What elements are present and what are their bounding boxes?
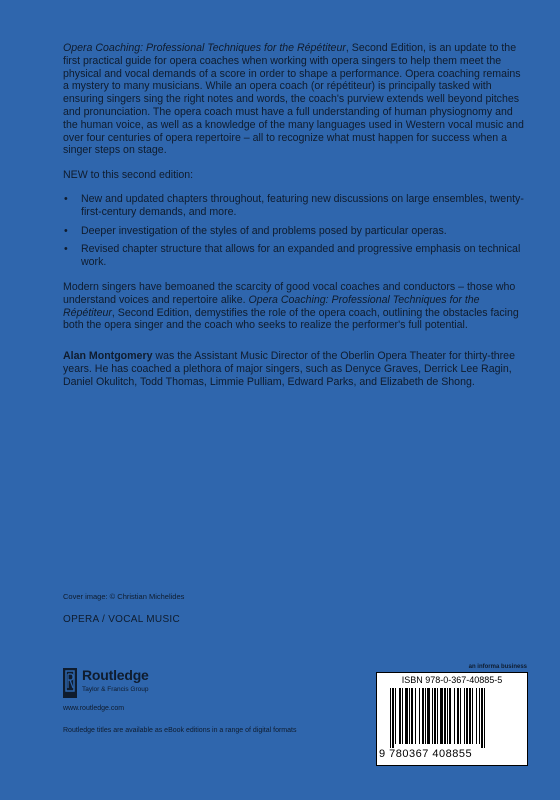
category-label: OPERA / VOCAL MUSIC [63, 614, 181, 625]
barcode-bar [409, 688, 410, 744]
barcode-bar [476, 688, 477, 744]
barcode-bar [469, 688, 471, 744]
feature-item: • Revised chapter structure that allows for an expanded and progressive emphasis on technical work. [63, 243, 527, 269]
closing-text-after: , Second Edition, demystifies the role of the opera coach, outlining the obstacles facing both the opera singer and the coach who seeks to realize the performer's full potential. [63, 306, 519, 332]
new-edition-heading: NEW to this second edition: [63, 169, 194, 182]
back-cover-text [63, 42, 527, 389]
intro-book-title: Opera Coaching: Professional Techniques for the Répétiteur [63, 42, 346, 54]
barcode-bar [399, 688, 401, 744]
barcode-bar [479, 688, 480, 744]
barcode-bar [411, 688, 413, 744]
author-bio-text: was the Assistant Music Director of the Oberlin Opera Theater for thirty-three years. He has coached a plethora of major singers, such as Denyce Graves, Derrick Lee Ragin, Daniel Okulitch, Todd Thomas, Limmie Pulliam, Edward Parks, and Elizabeth de Shong. [63, 350, 515, 388]
intro-text: , Second Edition, is an update to the first practical guide for opera coaches when working with opera singers to help them meet the physical and vocal demands of a score in order to shape a performance. Opera coaching remains a mystery to many musicians. While an opera coach (or répétiteur) is principally tasked with ensuring singers sing the right notes and words, the coach's purview extends well beyond pitches and pronunciation. The opera coach must have a full understanding of human physiognomy and the human voice, as well as a knowledge of the many languages used in Western vocal music and over four centuries of opera repertoire – all to recognize what must happen for success when a singer steps on stage. [63, 42, 524, 157]
barcode-bar [425, 688, 426, 744]
barcode-bar [460, 688, 461, 744]
new-features-list [63, 193, 527, 269]
author-name: Alan Montgomery [63, 350, 153, 363]
barcode-bar [447, 688, 448, 744]
barcode-bar [457, 688, 459, 744]
intro-paragraph [63, 42, 527, 157]
barcode-digits: 9 780367 408855 [379, 748, 473, 760]
barcode-bar [415, 688, 416, 744]
barcode-bar [440, 688, 443, 744]
barcode-bar [395, 688, 396, 744]
barcode-bar [432, 688, 433, 744]
barcode-bar [444, 688, 446, 744]
barcode-bar [402, 688, 403, 744]
barcode-bars [388, 688, 516, 748]
closing-text-before: Modern singers have bemoaned the scarcity of good vocal coaches and conductors – those who understand voices and repertoire alike. [63, 280, 516, 306]
barcode-bar [419, 688, 420, 744]
informa-tagline: an informa business [468, 664, 527, 670]
barcode-bar [449, 688, 451, 744]
publisher-group: Taylor & Francis Group [82, 686, 149, 693]
barcode-bar [427, 688, 430, 744]
barcode-bar [405, 688, 408, 744]
routledge-logo-icon [63, 668, 77, 698]
barcode-bar [466, 688, 468, 744]
feature-item: • Deeper investigation of the styles of and problems posed by particular operas. [63, 225, 527, 238]
closing-paragraph [63, 281, 527, 332]
barcode-bar [392, 688, 394, 748]
barcode-bar [481, 688, 483, 748]
barcode-bar [437, 688, 438, 744]
barcode-bar [484, 688, 485, 748]
publisher-url: www.routledge.com [63, 705, 125, 712]
isbn-barcode [376, 672, 528, 766]
barcode-bar [464, 688, 465, 744]
barcode-bar [454, 688, 455, 744]
isbn-label: ISBN 978-0-367-40885-5 [401, 675, 503, 685]
barcode-bar [422, 688, 424, 744]
barcode-bar [434, 688, 436, 744]
feature-item: • New and updated chapters throughout, featuring new discussions on large ensembles, twenty-first-century demands, and more. [63, 193, 527, 219]
author-bio [63, 350, 527, 388]
publisher-name: Routledge [82, 667, 149, 683]
closing-book-title: Opera Coaching: Professional Techniques for the Répétiteur [63, 293, 480, 319]
ebook-note: Routledge titles are available as eBook editions in a range of digital formats [63, 727, 297, 734]
cover-credit: Cover image: © Christian Michelides [63, 592, 185, 601]
barcode-bar [390, 688, 391, 748]
barcode-bar [472, 688, 473, 744]
